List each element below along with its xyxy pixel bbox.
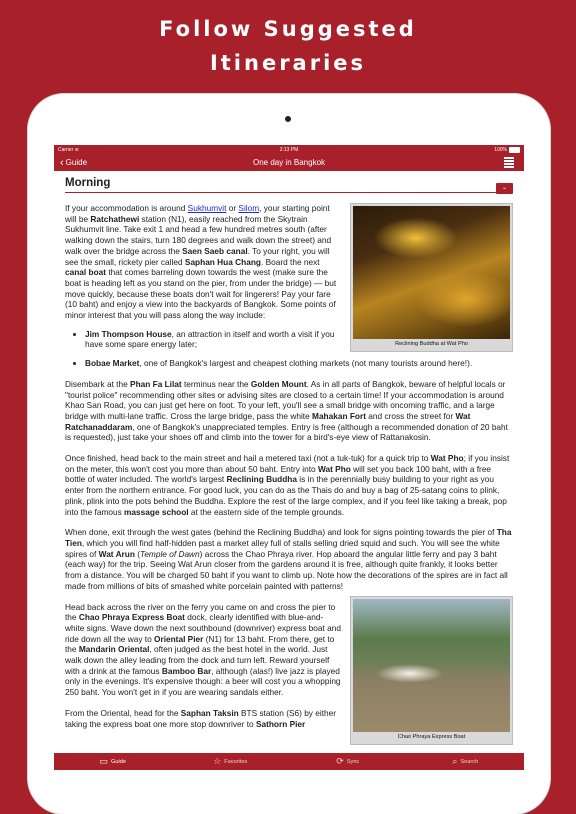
figure-caption: Reclining Buddha at Wat Pho bbox=[395, 341, 468, 347]
figure-reclining-buddha[interactable] bbox=[350, 203, 513, 352]
paragraph-5: Head back across the river on the ferry you came on and cross the pier to the Chao Phraya Express Boat dock, clearly identified with blue-and-white signs. Wave down the next southbound (downriver) express boat and ride down all the way to Oriental Pier (N1) for 13 baht. From there, get to the Mandarin Oriental, often judged as the best hotel in the world. Just walk down the alley leading from the dock and turn left. Reward yourself with a drink at the famous Bamboo Bar, although (alas!) live jazz is played only in the evenings. It's expensive though: a beer will cost you a whopping 250 baht. You won't get in if you are wearing sandals either. bbox=[65, 601, 341, 698]
back-label: Guide bbox=[65, 158, 88, 167]
tab-favorites[interactable]: ☆ Favorites bbox=[213, 756, 248, 766]
page-title: One day in Bangkok bbox=[252, 158, 326, 167]
wifi-icon: ≋ bbox=[73, 146, 79, 153]
search-icon: ⌕ bbox=[452, 756, 458, 766]
list-item: • Bobae Market, one of Bangkok's largest and cheapest clothing markets (not many tourists around here!). bbox=[85, 358, 513, 369]
figure-caption: Chao Phraya Express Boat bbox=[397, 733, 466, 740]
list-item: • Jim Thompson House, an attraction in itself and worth a visit if you have some spare energy later; bbox=[85, 329, 513, 350]
express-boat-image[interactable] bbox=[353, 599, 510, 732]
paragraph-6: From the Oriental, head for the Saphan Taksin BTS station (S6) by either taking the express boat one more stop downriver to Sathorn Pier bbox=[65, 707, 337, 729]
promo-line-2: Itineraries bbox=[209, 51, 367, 75]
paragraph-1: If your accommodation is around Sukhumvit or Silom, your starting point will be Ratchathewi station (N1), easily reached from the Skytrain Sukhumvit line. Take exit 1 and head a few hundred metres south (after walking down the stairs, turn 180 degrees and walk down the street) and walk over the bridge across the Saen Saeb canal. To your right, you will see the small, rickety pier called Saphan Hua Chang. Board the next canal boat that comes barreling down towards the west (make sure the boat is heading left as you stand on the pier, from under the bridge) — but move quickly, because these boats don't wait for lingerers! Pay your fare (10 baht) and enjoy a view into the backyards of Bangkok. Some points of minor interest that you will pass along the way include: bbox=[65, 203, 337, 321]
paragraph-3: Once finished, head back to the main street and hail a metered taxi (not a tuk-tuk) for a quick trip to Wat Pho; if you insist on the meter, this won't cost you more than about 50 baht. Entry into Wat Pho will set you back 100 baht, with a free bottle of water included. The world's largest Reclining Buddha is in the perennially busy building to your right as you enter from the northern entrance. For good luck, you can do as the Thais do and buy a bag of 25-satang coins to plink, plink, plink into the pots behind the Buddha. Explore the rest of the large complex, and if you feel like taking a break, pop into the famous massage school at the eastern side of the temple grounds. bbox=[65, 453, 510, 517]
status-time: 2:13 PM bbox=[279, 146, 299, 153]
app-screen bbox=[54, 145, 524, 770]
battery-percent: 100% bbox=[494, 146, 507, 153]
promo-heading bbox=[0, 12, 576, 80]
section-title: Morning bbox=[65, 177, 111, 189]
paragraph-2: Disembark at the Phan Fa Lilat terminus near the Golden Mount. As in all parts of Bangkok, beware of helpful locals or "tourist police" recommending other sites or advising sites are closed to a certain time! If your accommodation is around Khao San Road, you can just get here on foot. To your left, you'll see a small bridge with oncoming traffic, and a large bridge with multi-lane traffic. Cross the large bridge, pass the white Mahakan Fort and cross the street for Wat Ratchanaddaram, one of Bangkok's unappreciated temples. Entry is free (although a recommended donation of 20 baht is requested), just take your shoes off and climb into the tower for a bird's-eye view of Rattanakosin. bbox=[65, 378, 508, 443]
section-header bbox=[65, 176, 513, 193]
battery-icon bbox=[509, 147, 520, 153]
chevron-left-icon: ‹ bbox=[60, 156, 64, 169]
tab-guide[interactable]: ▭ Guide bbox=[99, 756, 126, 766]
tab-sync[interactable]: ⟳ Sync bbox=[336, 756, 360, 766]
sukhumvit-link[interactable]: Sukhumvit bbox=[187, 203, 227, 213]
collapse-button[interactable]: - bbox=[496, 183, 513, 194]
tablet-frame bbox=[28, 94, 550, 814]
paragraph-4: When done, exit through the west gates (behind the Reclining Buddha) and look for signs pointing towards the pier of Tha Tien, which you will find half-hidden past a market alley full of stalls selling dried squid and such. You will see the white spires of Wat Arun (Temple of Dawn) across the Chao Phraya river. Hop aboard the angular little ferry and pay 3 baht (each way) for the trip. Seeing Wat Arun closer from the gardens around it is free, although quite frankly, it looks better from a distance. You will be charged 50 baht if you want to climb up. Note how the decorations of the spires are in fact all made from millions of bits of smashed white porcelain painted with patterns! bbox=[65, 527, 512, 591]
promo-line-1: Follow Suggested bbox=[159, 17, 417, 41]
navigation-bar bbox=[54, 154, 524, 171]
camera-dot bbox=[285, 116, 291, 122]
figure-express-boat[interactable] bbox=[350, 596, 513, 745]
carrier-label: Carrier bbox=[58, 146, 74, 153]
star-icon: ☆ bbox=[213, 756, 222, 766]
status-bar bbox=[54, 145, 524, 154]
sync-icon: ⟳ bbox=[336, 756, 344, 766]
tab-bar bbox=[54, 753, 524, 770]
back-button[interactable] bbox=[54, 158, 87, 168]
menu-icon[interactable] bbox=[504, 157, 514, 168]
silom-link[interactable]: Silom bbox=[238, 203, 260, 213]
tab-search[interactable]: ⌕ Search bbox=[452, 756, 479, 766]
guide-icon: ▭ bbox=[99, 756, 109, 766]
article-content[interactable] bbox=[54, 171, 524, 753]
reclining-buddha-image[interactable] bbox=[353, 206, 510, 339]
